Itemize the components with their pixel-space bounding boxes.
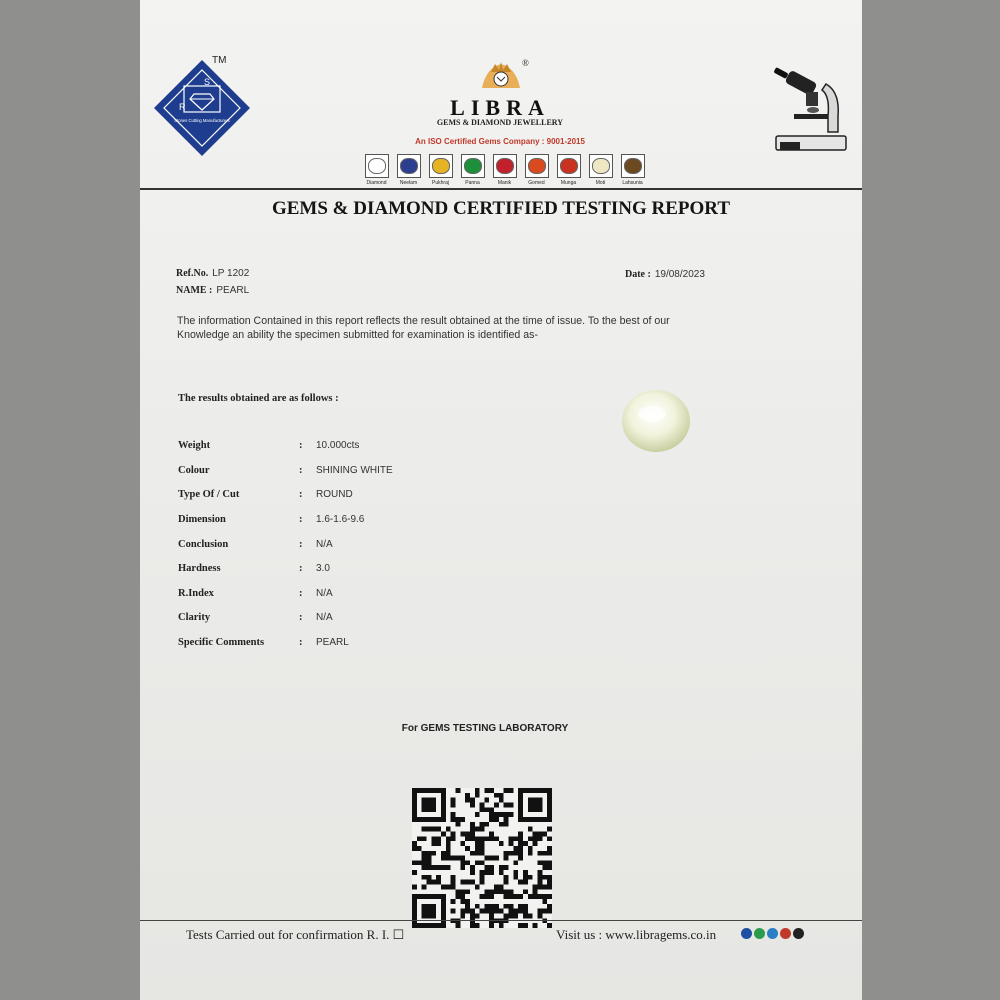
result-label: Clarity xyxy=(178,612,211,623)
gem-swatch-neelam xyxy=(394,154,423,190)
intro-line-1: The information Contained in this report reflects the result obtained at the time of issue. To the best of our xyxy=(177,315,670,327)
result-row-weight xyxy=(178,440,578,456)
result-label: Colour xyxy=(178,465,210,476)
srs-letter-s: S xyxy=(204,77,211,87)
result-row-comments xyxy=(178,637,578,653)
result-label: Hardness xyxy=(178,563,221,574)
header-rule xyxy=(140,188,862,190)
gem-label: Diamond xyxy=(366,180,387,186)
gem-swatch-gomed xyxy=(522,154,551,190)
gem-label: Panna xyxy=(465,180,480,186)
gem-icon xyxy=(461,154,485,178)
results-heading: The results obtained are as follows : xyxy=(178,393,339,404)
result-value: N/A xyxy=(316,612,333,623)
gem-icon xyxy=(525,154,549,178)
result-value: PEARL xyxy=(316,637,349,648)
result-separator: : xyxy=(299,563,303,574)
result-value: ROUND xyxy=(316,489,353,500)
microscope-icon xyxy=(768,62,848,162)
result-row-hardness xyxy=(178,563,578,579)
gem-swatch-moti xyxy=(586,154,615,190)
result-row-rindex xyxy=(178,588,578,604)
gem-swatch-diamond xyxy=(362,154,391,190)
gem-icon xyxy=(493,154,517,178)
result-row-clarity xyxy=(178,612,578,628)
result-label: Specific Comments xyxy=(178,637,265,648)
facebook-icon xyxy=(741,928,752,939)
footer-confirmation: Tests Carried out for confirmation R. I. ☐ xyxy=(186,927,405,942)
gem-swatch-manik xyxy=(490,154,519,190)
srs-logo xyxy=(152,58,252,158)
registered-mark: ® xyxy=(522,58,529,68)
result-value: 10.000cts xyxy=(316,440,360,451)
result-separator: : xyxy=(299,588,303,599)
result-value: SHINING WHITE xyxy=(316,465,393,476)
specimen-name xyxy=(176,280,249,298)
gem-swatch-pukhraj xyxy=(426,154,455,190)
pearl-specimen-image xyxy=(618,386,694,456)
result-label: Conclusion xyxy=(178,539,229,550)
result-separator: : xyxy=(299,465,303,476)
gem-icon xyxy=(621,154,645,178)
whatsapp-icon xyxy=(754,928,765,939)
footer-website: Visit us : www.libragems.co.in xyxy=(556,927,717,942)
result-label: Type Of / Cut xyxy=(178,489,240,500)
signatory-line: For GEMS TESTING LABORATORY xyxy=(401,723,569,734)
libra-crest-icon xyxy=(478,58,524,98)
trademark-mark: TM xyxy=(212,55,227,66)
result-value: N/A xyxy=(316,539,333,550)
gem-icon xyxy=(397,154,421,178)
result-separator: : xyxy=(299,612,303,623)
result-value: 3.0 xyxy=(316,563,330,574)
youtube-icon xyxy=(780,928,791,939)
report-date xyxy=(625,264,705,282)
name-value: PEARL xyxy=(216,285,250,296)
gem-swatch-munga xyxy=(554,154,583,190)
instagram-icon xyxy=(793,928,804,939)
gem-icon xyxy=(365,154,389,178)
srs-caption: Stones Cutting Manufacturers xyxy=(174,118,230,123)
date-value: 19/08/2023 xyxy=(654,269,705,280)
result-separator: : xyxy=(299,539,303,550)
libra-subtitle: GEMS & DIAMOND JEWELLERY xyxy=(436,118,564,127)
gem-label: Munga xyxy=(560,180,577,186)
ref-number xyxy=(176,263,249,281)
gem-strip xyxy=(362,154,648,190)
result-label: Weight xyxy=(178,440,211,451)
name-label: NAME : xyxy=(176,285,213,296)
gem-label: Manik xyxy=(497,180,512,186)
result-separator: : xyxy=(299,514,303,525)
twitter-icon xyxy=(767,928,778,939)
srs-letter-r: R xyxy=(179,102,186,112)
gem-icon xyxy=(589,154,613,178)
gem-swatch-panna xyxy=(458,154,487,190)
gem-icon xyxy=(429,154,453,178)
result-row-conclusion xyxy=(178,539,578,555)
result-row-dimension xyxy=(178,514,578,530)
gem-label: Moti xyxy=(595,180,606,186)
report-title: GEMS & DIAMOND CERTIFIED TESTING REPORT xyxy=(271,198,731,219)
gem-label: Neelam xyxy=(399,180,418,186)
ref-label: Ref.No. xyxy=(176,268,209,279)
gem-label: Lahsunia xyxy=(622,180,643,186)
result-separator: : xyxy=(299,489,303,500)
result-separator: : xyxy=(299,440,303,451)
date-label: Date : xyxy=(625,269,651,280)
gem-swatch-lahsunia xyxy=(618,154,647,190)
intro-line-2: Knowledge an ability the specimen submitted for examination is identified as- xyxy=(177,329,538,341)
result-row-cut xyxy=(178,489,578,505)
result-row-colour xyxy=(178,465,578,481)
footer-rule xyxy=(140,920,862,921)
libra-iso-line: An ISO Certified Gems Company : 9001-2015 xyxy=(415,137,585,146)
libra-brand-name: LIBRA xyxy=(450,95,550,120)
result-label: Dimension xyxy=(178,514,226,525)
gem-label: Pukhraj xyxy=(432,180,449,186)
result-value: 1.6-1.6-9.6 xyxy=(316,514,365,525)
gem-label: Gomed xyxy=(528,180,545,186)
result-separator: : xyxy=(299,637,303,648)
gem-icon xyxy=(557,154,581,178)
ref-value: LP 1202 xyxy=(212,268,250,279)
result-label: R.Index xyxy=(178,588,214,599)
result-value: N/A xyxy=(316,588,333,599)
qr-code-image xyxy=(412,788,552,928)
intro-paragraph xyxy=(177,314,777,342)
social-icons xyxy=(741,928,804,939)
